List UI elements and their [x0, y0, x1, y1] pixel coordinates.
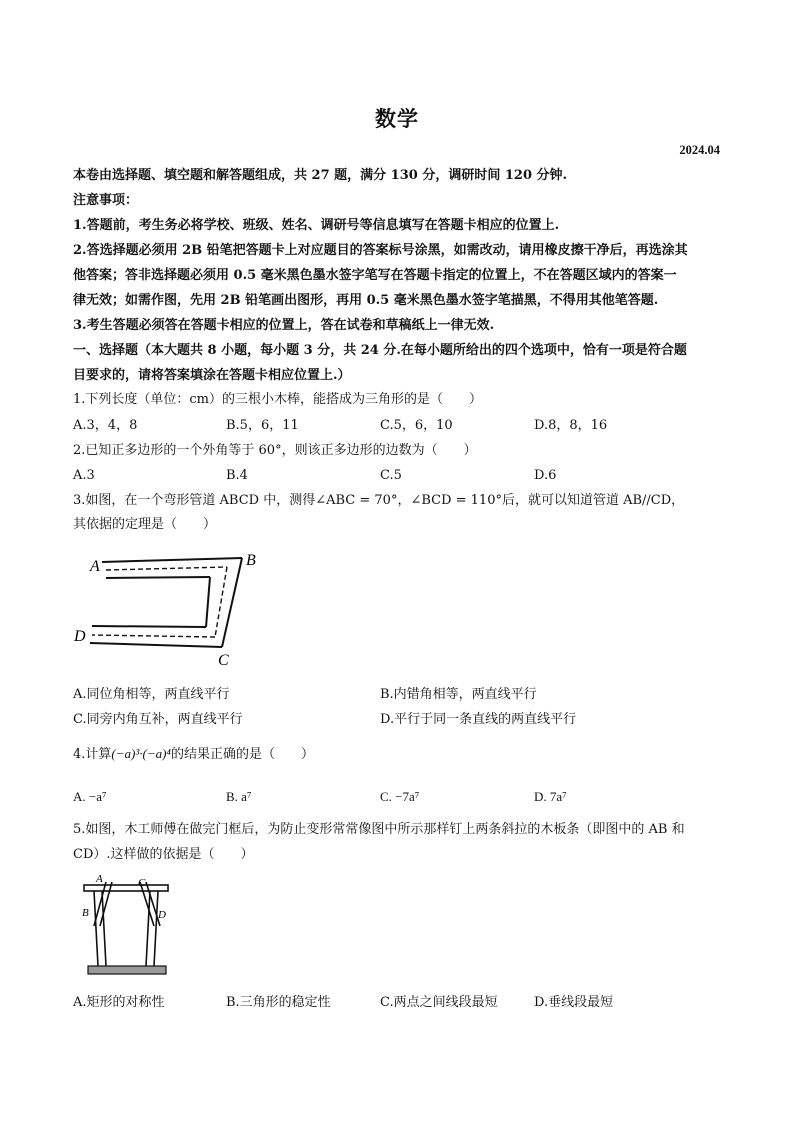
- q2-stem: 2.已知正多边形的一个外角等于 60°，则该正多边形的边数为（ ）: [73, 443, 477, 458]
- q1-option-c: C.5，6，10: [380, 418, 453, 433]
- notice-3: 3.考生答题必须答在答题卡相应的位置上，答在试卷和草稿纸上一律无效.: [73, 318, 495, 333]
- exam-date: 2024.04: [679, 143, 720, 157]
- q3-label-b: B: [246, 552, 256, 569]
- q3-option-b: B.内错角相等，两直线平行: [380, 687, 537, 702]
- notice-2a: 2.答选择题必须用 2B 铅笔把答题卡上对应题目的答案标号涂黑，如需改动，请用橡皮擦干净后，再选涂其: [73, 243, 688, 258]
- q5-stem-2: CD）.这样做的依据是（ ）: [73, 847, 254, 862]
- q4-option-c: C. −7a⁷: [380, 789, 420, 804]
- notice-title: 注意事项：: [73, 193, 139, 208]
- q3-option-c: C.同旁内角互补，两直线平行: [73, 712, 243, 727]
- q4-option-b: B. a⁷: [226, 789, 252, 804]
- q1-option-d: D.8，8，16: [534, 418, 608, 433]
- q5-option-b: B.三角形的稳定性: [226, 995, 331, 1010]
- q3-stem-1: 3.如图，在一个弯形管道 ABCD 中，测得∠ABC = 70°，∠BCD = 110°后，就可以知道管道 AB//CD，: [73, 493, 685, 508]
- q3-pipe-figure: [70, 545, 270, 670]
- q5-label-a: A: [96, 873, 103, 885]
- q3-option-d: D.平行于同一条直线的两直线平行: [380, 712, 577, 727]
- q5-door-frame-figure: [78, 872, 178, 978]
- q3-option-a: A.同位角相等，两直线平行: [73, 687, 230, 702]
- q3-label-d: D: [74, 628, 86, 645]
- q3-label-c: C: [218, 652, 229, 669]
- exam-title: 数学: [375, 106, 419, 131]
- q5-option-c: C.两点之间线段最短: [380, 995, 498, 1010]
- q5-option-a: A.矩形的对称性: [73, 995, 165, 1010]
- section-heading-a: 一、选择题（本大题共 8 小题，每小题 3 分，共 24 分.在每小题所给出的四个选项中，恰有一项是符合题: [73, 343, 687, 358]
- q3-label-a: A: [90, 558, 100, 575]
- q5-stem-1: 5.如图，木工师傅在做完门框后，为防止变形常常像图中所示那样钉上两条斜拉的木板条（即图中的 AB 和: [73, 822, 685, 837]
- q4-stem-prefix: 4.计算: [73, 747, 112, 762]
- q5-label-c: C: [138, 877, 146, 889]
- q1-stem: 1.下列长度（单位：cm）的三根小木棒，能搭成为三角形的是（ ）: [73, 392, 483, 407]
- q5-label-b: B: [82, 907, 89, 919]
- notice-1: 1.答题前，考生务必将学校、班级、姓名、调研号等信息填写在答题卡相应的位置上.: [73, 218, 560, 233]
- notice-2b: 他答案；答非选择题必须用 0.5 毫米黑色墨水签字笔写在答题卡指定的位置上，不在答题区域内的答案一: [73, 268, 677, 283]
- intro-line: 本卷由选择题、填空题和解答题组成，共 27 题，满分 130 分，调研时间 120 分钟.: [73, 168, 568, 183]
- q3-stem-2: 其依据的定理是（ ）: [73, 517, 217, 532]
- q2-option-c: C.5: [380, 468, 402, 483]
- q4-stem-suffix: 的结果正确的是（ ）: [170, 747, 314, 762]
- q4-stem: [73, 745, 723, 764]
- section-heading-b: 目要求的，请将答案填涂在答题卡相应位置上.）: [73, 368, 351, 383]
- q4-option-d: D. 7a⁷: [534, 789, 567, 804]
- q1-option-b: B.5，6，11: [226, 418, 299, 433]
- q4-expression: (−a)³·(−a)⁴: [111, 746, 171, 761]
- q2-option-a: A.3: [73, 468, 95, 483]
- q1-option-a: A.3，4，8: [73, 418, 138, 433]
- q4-option-a: A. −a⁷: [73, 789, 107, 804]
- q5-ground-base: [88, 966, 166, 974]
- q5-option-d: D.垂线段最短: [534, 995, 614, 1010]
- q2-option-d: D.6: [534, 468, 557, 483]
- q5-label-d: D: [158, 909, 166, 921]
- q2-option-b: B.4: [226, 468, 248, 483]
- notice-2c: 律无效；如需作图，先用 2B 铅笔画出图形，再用 0.5 毫米黑色墨水签字笔描黑，不得用其他笔答题.: [73, 293, 659, 308]
